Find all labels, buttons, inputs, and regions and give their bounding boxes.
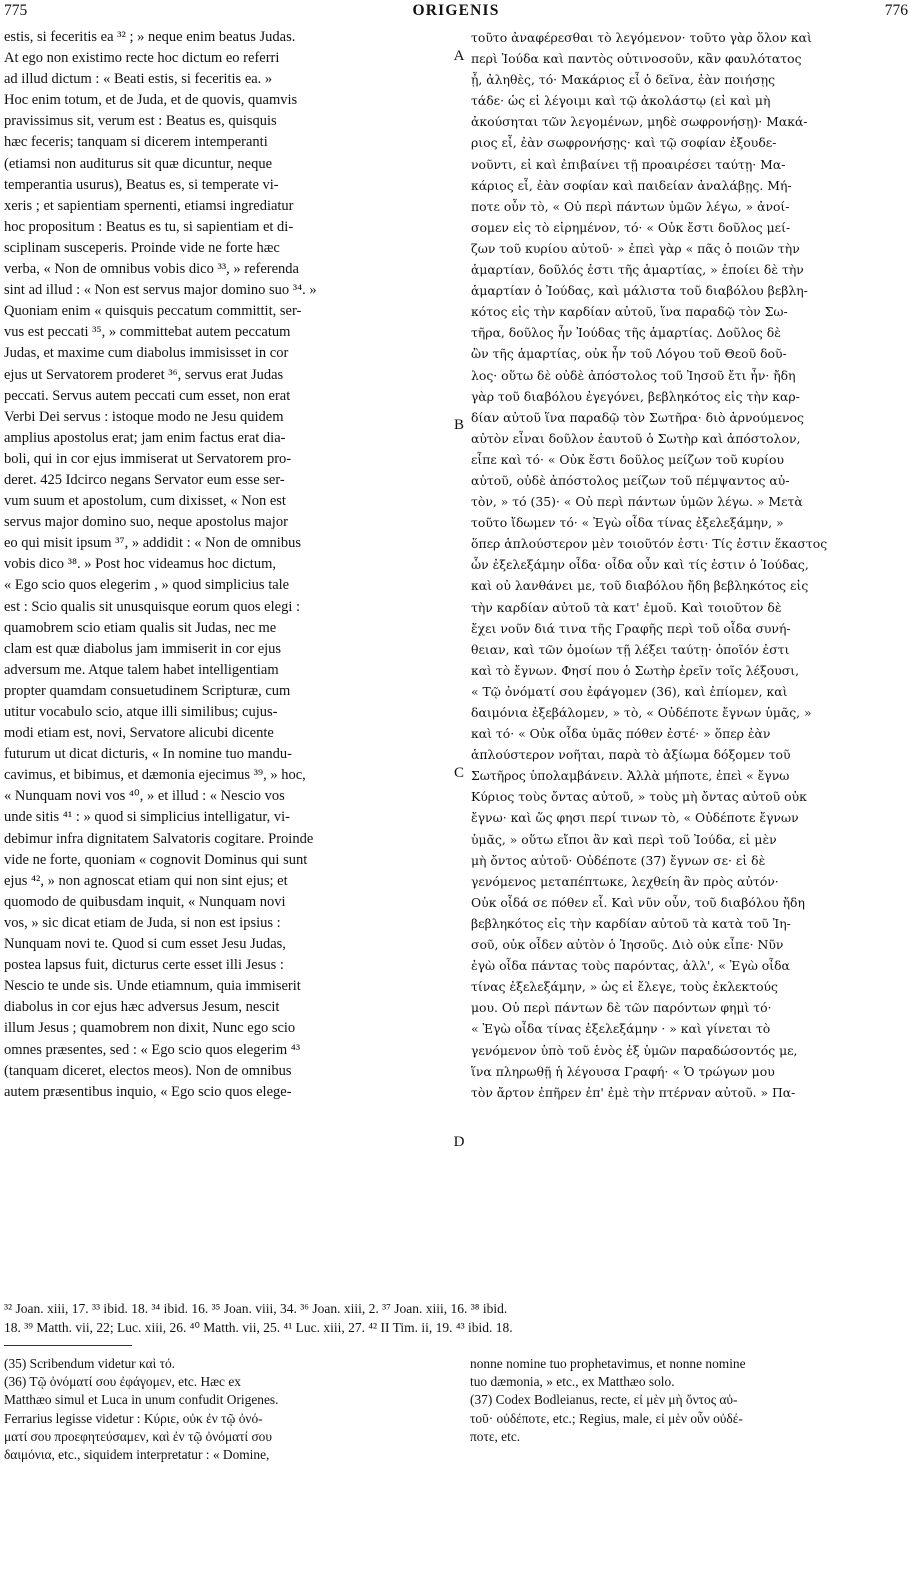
greek-text-line: ζων τοῦ κυρίου αὐτοῦ· » ἐπεὶ γὰρ « πᾶς ὁ ποιῶν τὴν: [471, 240, 800, 256]
greek-text-line: θειαν, καὶ τῶν ὁμοίων τῇ λέξει ταύτῃ· ὁποῖόν ἐστι: [471, 641, 790, 657]
greek-column: [471, 27, 907, 1103]
latin-text-line: quamobrem scio etiam qualis sit Judas, nec me: [4, 619, 277, 636]
latin-text-line: Quoniam enim « quisquis peccatum committit, ser-: [4, 303, 302, 320]
greek-text-line: ἁμαρτίαν ὁ Ἰούδας, καὶ μάλιστα τοῦ διαβόλου βεβλη-: [471, 283, 808, 299]
latin-text-line: vobis dico ³⁸. » Post hoc videamus hoc dictum,: [4, 556, 276, 573]
latin-text-line: hoc propositum : Beatus es tu, si sapientiam et di-: [4, 218, 294, 235]
greek-text-line: ὧν ἐξελεξάμην οἶδα· οἶδα οὖν καὶ τίς ἐστιν ὁ Ἰούδας,: [471, 557, 809, 573]
greek-text-line: καὶ οὐ λανθάνει με, τοῦ διαβόλου ἤδη βεβληκότος εἰς: [471, 578, 809, 594]
greek-text-line: ποτε οὖν τὸ, « Οὐ περὶ πάντων ὑμῶν λέγω, » ἀνοί-: [471, 198, 790, 214]
latin-text-line: vos, » sic dicat etiam de Juda, si non est ipsius :: [4, 914, 281, 931]
greek-text-line: ᾖ, ἀληθὲς, τό· Μακάριος εἶ ὁ δεῖνα, ἐὰν ποιήσῃς: [471, 72, 776, 88]
latin-text-line: deret. 425 Idcirco negans Servator eum esse ser-: [4, 471, 285, 488]
latin-text-line: « Ego scio quos elegerim , » quod simplicius tale: [4, 577, 290, 594]
footnote-line: Matthæo simul et Luca in unum confudit Origenes.: [4, 1392, 279, 1408]
footnote-line: tuo dæmonia, » etc., ex Matthæo solo.: [470, 1374, 675, 1390]
latin-text-line: utitur vocabulo scio, atque illi similibus; cujus-: [4, 704, 278, 720]
latin-text-line: (tanquam diceret, electos meos). Non de omnibus: [4, 1062, 292, 1079]
footnote-line: (35) Scribendum videtur καὶ τό.: [4, 1356, 176, 1371]
latin-text-line: amplius apostolus erat; jam enim factus erat dia-: [4, 429, 286, 446]
footnote-line: τοῦ· οὐδέποτε, etc.; Regius, male, εἰ μὲν οὖν οὐδέ-: [470, 1410, 743, 1426]
greek-text-line: εἶπε καὶ τό· « Οὐκ ἔστι δοῦλος μείζων τοῦ κυρίου: [471, 451, 784, 467]
scripture-references: [4, 1299, 908, 1337]
greek-text-line: Σωτῆρος ὑπολαμβάνειν. Ἀλλὰ μήποτε, ἐπεὶ « ἔγνω: [471, 768, 790, 784]
latin-text-line: vum suum et apostolum, cum dixisset, « Non est: [4, 493, 286, 510]
latin-text-line: hæc feceris; tanquam si dicerem intemperanti: [4, 134, 268, 151]
latin-text-line: Nescio te unde sis. Unde etiamnum, quia immiserit: [4, 978, 301, 995]
footnote-divider: [4, 1345, 132, 1346]
latin-text-line: « Nunquam novi vos ⁴⁰, » et illud : « Nescio vos: [4, 788, 285, 805]
latin-text-line: vus est peccati ³⁵, » committebat autem peccatum: [4, 324, 291, 341]
greek-text-line: ριος εἶ, ἐὰν σωφρονήσῃς· καὶ τῷ σοφίαν ἐξουδε-: [471, 135, 777, 151]
running-header: [4, 2, 908, 26]
footnote-line: nonne nomine tuo prophetavimus, et nonne nomine: [470, 1356, 746, 1371]
greek-text-line: τάδε· ὡς εἰ λέγοιμι καὶ τῷ ἀκολάστῳ (εἰ καὶ μὴ: [471, 93, 771, 109]
greek-text-line: τὸν ἄρτον ἐπῆρεν ἐπ' ἐμὲ τὴν πτέρναν αὐτοῦ. » Πα-: [471, 1084, 796, 1100]
latin-text-line: Verbi Dei servus : istoque modo ne Jesu quidem: [4, 408, 284, 425]
greek-text-line: καὶ τό· « Οὐκ οἶδα ὑμᾶς πόθεν ἐστέ· » ὅπερ ἐὰν: [471, 726, 771, 742]
latin-text-line: ejus ⁴², » non agnoscat etiam qui non sint ejus; et: [4, 872, 288, 889]
right-page-number: 776: [884, 2, 908, 19]
greek-text-line: νοῦντι, εἰ καὶ ἐπιβαίνει τῇ προαιρέσει ταύτῃ· Μα-: [471, 156, 786, 172]
footnotes-right: [470, 1355, 908, 1446]
greek-text-line: ἀκούσηται τῶν λεγομένων, μηδὲ σωφρονήσῃ)· Μακά-: [471, 114, 808, 130]
reference-line: 18. ³⁹ Matth. vii, 22; Luc. xiii, 26. ⁴⁰ Matth. vii, 25. ⁴¹ Luc. xiii, 27. ⁴² II Tim. ii, 19. ⁴³ ibid. 18.: [4, 1320, 513, 1335]
latin-text-line: omnes præsentes, sed : « Ego scio quos elegerim ⁴³: [4, 1041, 301, 1058]
greek-text-line: μου. Οὐ περὶ πάντων δὲ τῶν παρόντων φημὶ τό·: [471, 1000, 772, 1016]
latin-text-line: temperantia usurus), Beatus es, si temperate vi-: [4, 176, 279, 193]
greek-text-line: τίνας ἐξελεξάμην, » ὡς εἰ ἔλεγε, τοὺς ἐκλεκτούς: [471, 979, 778, 995]
section-marker-d: D: [453, 1134, 465, 1150]
greek-text-line: δαιμόνια ἐξεβάλομεν, » τὸ, « Οὐδέποτε ἔγνων ὑμᾶς, »: [471, 705, 812, 720]
greek-text-line: σομεν εἰς τὸ εἰρημένον, τό· « Οὐκ ἔστι δοῦλος μεί-: [471, 219, 791, 235]
greek-text-line: « Ἐγὼ οἶδα τίνας ἐξελεξάμην · » καὶ γίνεται τὸ: [471, 1021, 771, 1037]
latin-text-line: boli, qui in cor ejus immiserat ut Servatorem pro-: [4, 450, 292, 467]
greek-text-line: ἁμαρτίαν, δοῦλός ἐστι τῆς ἁμαρτίας, » ἐποίει δὲ τὴν: [471, 262, 804, 278]
greek-text-line: Οὐκ οἶδά σε πόθεν εἶ. Καὶ νῦν οὖν, τοῦ διαβόλου ἤδη: [471, 894, 805, 910]
left-page-number: 775: [4, 2, 28, 19]
latin-text-line: clam est quæ diabolus jam immiserit in cor ejus: [4, 640, 282, 657]
greek-text-line: γενόμενον ὑπὸ τοῦ ἑνὸς ἐξ ὑμῶν παραδώσοντός με,: [471, 1042, 798, 1058]
footnote-line: δαιμόνια, etc., siquidem interpretatur : « Domine,: [4, 1446, 270, 1462]
greek-text-line: ἵνα πληρωθῇ ἡ λέγουσα Γραφή· « Ὁ τρώγων μου: [471, 1063, 775, 1079]
latin-text-line: debimur infra dignitatem Salvatoris cogitare. Proinde: [4, 830, 314, 847]
greek-text-line: βεβληκότος εἰς τὴν καρδίαν αὐτοῦ τὰ κατὰ τοῦ Ἰη-: [471, 915, 791, 931]
latin-text-line: pravissimus sit, verum est : Beatus es, quisquis: [4, 113, 277, 130]
latin-text-line: (etiamsi non auditurus sit quæ dicuntur, neque: [4, 155, 273, 172]
reference-line: ³² Joan. xiii, 17. ³³ ibid. 18. ³⁴ ibid. 16. ³⁵ Joan. viii, 34. ³⁶ Joan. xiii, 2. ³⁷ Joan. xiii, 16. ³⁸ ibid.: [4, 1301, 508, 1316]
latin-text-line: adversum me. Atque talem habet intelligentiam: [4, 661, 279, 678]
latin-text-line: Nunquam novi te. Quod si cum esset Jesu Judas,: [4, 936, 286, 953]
latin-text-line: servus major domino suo, neque apostolus major: [4, 514, 288, 531]
footnote-line: ματί σου προεφητεύσαμεν, καὶ ἐν τῷ ὀνόματί σου: [4, 1428, 273, 1444]
greek-text-line: τῆρα, δοῦλος ἦν Ἰούδας τῆς ἁμαρτίας. Δοῦλος δὲ: [471, 325, 781, 341]
section-marker-c: C: [453, 765, 464, 781]
latin-text-line: quomodo de quibusdam inquit, « Nunquam novi: [4, 893, 286, 910]
latin-text-line: cavimus, et bibimus, et dæmonia ejecimus ³⁹, » hoc,: [4, 767, 306, 784]
greek-text-line: ἔχει νοῦν διά τινα τῆς Γραφῆς περὶ τοῦ οἶδα συνή-: [471, 620, 791, 636]
greek-text-line: λος· οὕτω δὲ οὐδὲ ἀπόστολος τοῦ Ἰησοῦ ἔτι ἦν· ἤδη: [471, 367, 796, 383]
greek-text-line: καὶ τὸ ἔγνων. Φησί που ὁ Σωτὴρ ἐρεῖν τοῖς λέξουσι,: [471, 662, 800, 678]
latin-text-line: Hoc enim totum, et de Juda, et de quovis, quamvis: [4, 92, 298, 109]
latin-text-line: xeris ; et sapientiam spernenti, etiamsi ingrediatur: [4, 197, 294, 214]
greek-text-line: « Τῷ ὀνόματί σου ἐφάγομεν (36), καὶ ἐπίομεν, καὶ: [471, 683, 788, 699]
greek-text-line: μὴ ὄντος αὐτοῦ· Οὐδέποτε (37) ἔγνων σε· εἰ δὲ: [471, 852, 766, 868]
latin-text-line: autem præsentibus inquio, « Ego scio quos elege-: [4, 1083, 292, 1100]
running-title: ORIGENIS: [412, 2, 500, 19]
latin-text-line: postea lapsus fuit, dicturus certe esset illi Jesus :: [4, 957, 284, 974]
greek-text-line: σοῦ, οὐκ οἶδεν αὐτὸν ὁ Ἰησοῦς. Διὸ οὐκ εἶπε· Νῦν: [471, 937, 784, 953]
greek-text-line: ὅπερ ἁπλούστερον μὲν τοιοῦτόν ἐστι· Τίς ἐστιν ἕκαστος: [471, 536, 828, 552]
latin-text-line: propter quamdam consuetudinem Scripturæ, cum: [4, 682, 291, 699]
greek-text-line: αὐτὸν εἶναι δοῦλον ἑαυτοῦ ὁ Σωτὴρ καὶ ἀπόστολον,: [471, 430, 801, 446]
footnotes-left: [4, 1355, 450, 1464]
latin-text-line: vide ne forte, quoniam « cognovit Dominus qui sunt: [4, 851, 308, 868]
latin-text-line: modi etiam est, novi, Servatore alicubi dicente: [4, 725, 274, 742]
greek-text-line: τοῦτο ἴδωμεν τό· « Ἐγὼ οἶδα τίνας ἐξελεξάμην, »: [471, 515, 784, 531]
greek-text-line: κάριος εἶ, ἐὰν σοφίαν καὶ παιδείαν ἀναλάβῃς. Μή-: [471, 177, 792, 193]
greek-text-line: Κύριος τοὺς ὄντας αὐτοῦ, » τοὺς μὴ ὄντας αὐτοῦ οὐκ: [471, 789, 807, 805]
latin-text-line: diabolus in cor ejus hæc adversus Jesum, nescit: [4, 999, 280, 1016]
latin-text-line: sint ad illud : « Non est servus major domino suo ³⁴. »: [4, 282, 317, 299]
latin-text-line: sciplinam susceperis. Proinde vide ne forte hæc: [4, 239, 280, 256]
greek-text-line: γενόμενος μεταπέπτωκε, λεχθείη ἂν πρὸς αὐτόν·: [471, 873, 779, 889]
latin-text-line: estis, si feceritis ea ³² ; » neque enim beatus Judas.: [4, 29, 296, 45]
section-marker-a: A: [453, 48, 465, 64]
greek-text-line: τὸν, » τό (35)· « Οὐ περὶ πάντων ὑμῶν λέγω. » Μετὰ: [471, 494, 803, 510]
footnote-line: (36) Τῷ ὀνόματί σου ἐφάγομεν, etc. Hæc ex: [4, 1374, 241, 1390]
greek-text-line: ἐγὼ οἶδα πάντας τοὺς παρόντας, ἀλλ', « Ἐγὼ οἶδα: [471, 958, 790, 974]
section-marker-b: B: [453, 417, 464, 433]
greek-text-line: τοῦτο ἀναφέρεσθαι τὸ λεγόμενον· τοῦτο γὰρ ὅλον καὶ: [471, 30, 812, 45]
greek-text-line: ἔγνω· καὶ ὥς φησι περί τινων τὸ, « Οὐδέποτε ἔγνων: [471, 810, 799, 826]
footnote-line: (37) Codex Bodleianus, recte, εἰ μὲν μὴ ὄντος αὐ-: [470, 1392, 738, 1408]
latin-text-line: illum Jesus ; quamobrem non dixit, Nunc ego scio: [4, 1020, 296, 1037]
greek-text-line: αὐτοῦ, οὐδὲ ἀπόστολος μείζων τοῦ πέμψαντος αὐ-: [471, 472, 790, 488]
latin-text-line: est : Scio qualis sit unusquisque eorum quos elegi :: [4, 598, 301, 615]
latin-text-line: peccati. Servus autem peccati cum esset, non erat: [4, 387, 291, 404]
latin-column: [4, 27, 447, 1103]
greek-text-line: δίαν αὐτοῦ ἵνα παραδῷ τὸν Σωτῆρα· διὸ ἀρνούμενος: [471, 409, 804, 425]
greek-text-line: ἁπλούστερον νοῆται, παρὰ τὸ ἀξίωμα δόξομεν τοῦ: [471, 747, 791, 763]
greek-text-line: γὰρ τοῦ διαβόλου ἐγεγόνει, βεβληκότος εἰς τὴν καρ-: [471, 388, 800, 404]
latin-text-line: ad illud dictum : « Beati estis, si feceritis ea. »: [4, 71, 273, 88]
greek-text-line: ὑμᾶς, » οὕτω εἴποι ἂν καὶ περὶ τοῦ Ἰούδα, εἰ μὲν: [471, 831, 777, 847]
latin-text-line: eo qui misit ipsum ³⁷, » addidit : « Non de omnibus: [4, 535, 301, 552]
greek-text-line: τὴν καρδίαν αὐτοῦ τὰ κατ' ἐμοῦ. Καὶ τοιοῦτον δὲ: [471, 599, 782, 615]
footnote-line: Ferrarius legisse videtur : Κύριε, οὐκ ἐν τῷ ὀνό-: [4, 1410, 263, 1426]
greek-text-line: περὶ Ἰούδα καὶ παντὸς οὑτινοσοῦν, κἂν φαυλότατος: [471, 51, 802, 67]
latin-text-line: verba, « Non de omnibus vobis dico ³³, » referenda: [4, 261, 299, 278]
latin-text-line: Judas, et maxime cum diabolus immisisset in cor: [4, 345, 289, 362]
latin-text-line: unde sitis ⁴¹ : » quod si simplicius intelligatur, vi-: [4, 809, 290, 826]
latin-text-line: ejus ut Servatorem proderet ³⁶, servus erat Judas: [4, 366, 284, 383]
latin-text-line: At ego non existimo recte hoc dictum eo referri: [4, 50, 280, 67]
greek-text-line: ὢν τῆς ἁμαρτίας, οὐκ ἦν τοῦ Λόγου τοῦ Θεοῦ δοῦ-: [471, 346, 787, 362]
latin-text-line: futurum ut dicat dicturis, « In nomine tuo mandu-: [4, 746, 292, 763]
footnote-line: ποτε, etc.: [470, 1428, 521, 1444]
greek-text-line: κότος εἰς τὴν καρδίαν αὐτοῦ, ἵνα παραδῷ τὸν Σω-: [471, 304, 788, 320]
